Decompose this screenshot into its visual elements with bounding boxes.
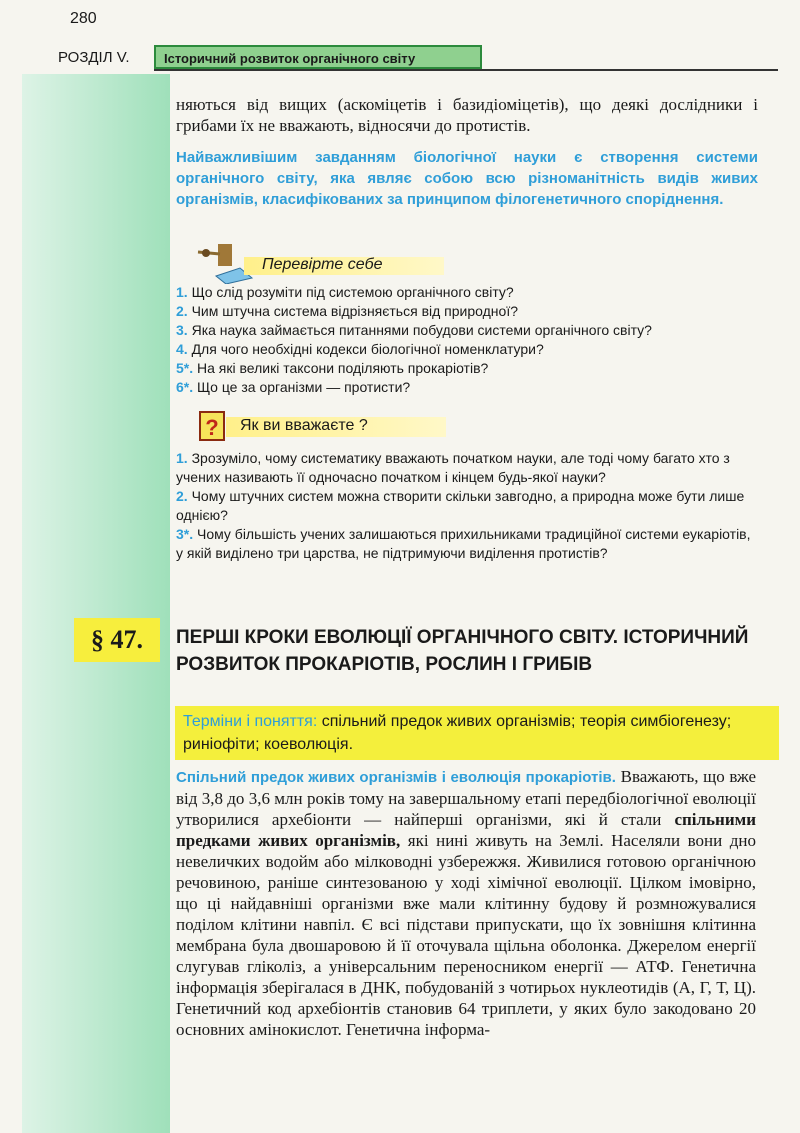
margin-band	[22, 74, 170, 1133]
paragraph-number: § 47.	[74, 618, 160, 662]
body-bold: спільними предками живих організмів,	[176, 810, 757, 850]
body-text	[176, 766, 756, 1040]
terms-label: Терміни і поняття:	[183, 713, 318, 730]
list-item: 1. Що слід розуміти під системою органічного світу?	[176, 284, 514, 300]
list-item: 2. Чим штучна система відрізняється від природної?	[176, 303, 518, 319]
body-subheading: Спільний предок живих організмів і еволюція прокаріотів.	[176, 769, 616, 786]
intro-text: няються від вищих (аскоміцетів і базидіоміцетів), що деякі дослідники і грибами їх не вважають, відносячи до протистів.	[176, 95, 758, 135]
self-check-title: Перевірте себе	[262, 256, 383, 273]
terms-box	[175, 706, 779, 760]
svg-text:?: ?	[205, 415, 219, 440]
self-check-list	[176, 283, 758, 397]
header-rule	[154, 69, 778, 71]
section-label: РОЗДІЛ V.	[58, 49, 130, 66]
list-item: 3. Яка наука займається питаннями побудови системи органічного світу?	[176, 322, 652, 338]
list-item: 2. Чому штучних систем можна створити скільки завгодно, а природна може бути лише однією?	[176, 488, 745, 523]
list-item: 6*. Що це за організми — протисти?	[176, 379, 411, 395]
opinion-list	[176, 449, 758, 563]
body-part2: які нині живуть на Землі. Населяли вони дно невеличких водойм або мілководні узбережжя. Живилися готовою органічною речовиною, раніше синтезованою у ході хімічної еволюції. Цілком імовірно, що ці найдавніші організми вже мали клітинну будову й розмножувалися поділом клітини навпіл. Є всі підстави припускати, що їх зовнішня клітинна мембрана була двошаровою й її оточувала щільна оболонка. Джерелом енергії слугував гліколіз, а універсальним переносником енергії — АТФ. Генетична інформація зберігалася в ДНК, побудованій з чотирьох нуклеотидів (А, Г, Т, Ц). Генетичний код архебіонтів становив 64 триплети, у яких було закодовано 20 основних амінокислот. Генетична інформа-	[176, 831, 757, 1039]
question-mark-icon	[198, 410, 226, 442]
body-part1: Вважають, що вже від 3,8 до 3,6 млн років тому на завершальному етапі передбіологічної еволюції утворилися архебіонти — найперші організми, які й стали	[176, 767, 757, 829]
chapter-title: Історичний розвиток органічного світу	[154, 45, 482, 69]
list-item: 4. Для чого необхідні кодекси біологічної номенклатури?	[176, 341, 544, 357]
terms-text: спільний предок живих організмів; теорія симбіогенезу; риніофіти; коеволюція.	[183, 713, 732, 753]
list-item: 5*. На які великі таксони поділяють прокаріотів?	[176, 360, 489, 376]
opinion-title: Як ви вважаєте ?	[240, 417, 368, 434]
list-item: 3*. Чому більшість учених залишаються прихильниками традиційної системи еукаріотів, у якій виділено три царства, не підтримуючи виділення протистів?	[176, 526, 751, 561]
key-statement: Найважливішим завданням біологічної науки є створення системи органічного світу, яка являє собою всю різноманітність видів живих організмів, класифікованих за принципом філогенетичного споріднення.	[176, 149, 758, 208]
paragraph-title: ПЕРШІ КРОКИ ЕВОЛЮЦІЇ ОРГАНІЧНОГО СВІТУ. ІСТОРИЧНИЙ РОЗВИТОК ПРОКАРІОТІВ, РОСЛИН І ГРИБІВ	[176, 627, 749, 675]
page-number: 280	[70, 10, 97, 27]
list-item: 1. Зрозуміло, чому систематику вважають початком науки, але тоді чому багато хто з учених називають її одночасно початком і кінцем будь-якої науки?	[176, 450, 730, 485]
